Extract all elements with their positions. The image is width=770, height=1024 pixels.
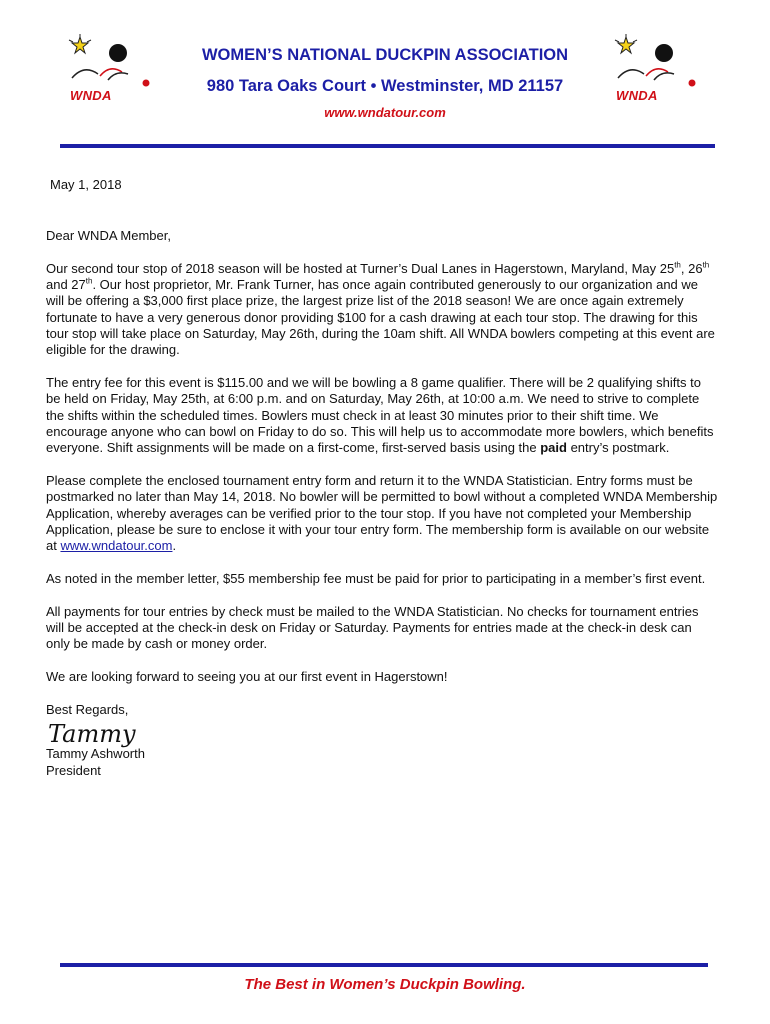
header-divider: [60, 144, 715, 148]
superscript: th: [674, 260, 681, 270]
paragraph-membership-fee: As noted in the member letter, $55 membership fee must be paid for prior to participating in a member’s first event.: [46, 571, 706, 587]
paragraph-text: and 27: [46, 277, 86, 293]
footer-divider: [60, 963, 708, 967]
paragraph-text: Our second tour stop of 2018 season will be hosted at Turner’s Dual Lanes in Hagerstown, Maryland, May 25: [46, 260, 675, 276]
paragraph-closing-note: We are looking forward to seeing you at our first event in Hagerstown!: [46, 669, 448, 685]
logo-text: WNDA: [70, 88, 112, 103]
org-address: 980 Tara Oaks Court • Westminster, MD 21157: [206, 77, 564, 95]
salutation: Dear WNDA Member,: [46, 228, 171, 243]
closing: Best Regards,: [46, 702, 129, 718]
footer-tagline: The Best in Women’s Duckpin Bowling.: [244, 976, 526, 993]
website-link[interactable]: www.wndatour.com: [60, 538, 173, 554]
org-name: WOMEN’S NATIONAL DUCKPIN ASSOCIATION: [201, 46, 569, 64]
letter-body: [46, 228, 718, 779]
paragraph-entry-fee: [46, 375, 718, 456]
paragraph-text: . Our host proprietor, Mr. Frank Turner, has once again contributed generously to our organization and we will be offering a $3,000 first place prize, the largest prize list of the 2018 season! We are once again extremely fortunate to have a very generous donor providing $100 for a cash drawing at each tour stop. The drawing for this tour stop will take place on Saturday, May 26th, during the 10am shift. All WNDA bowlers competing at this event are eligible for the drawing.: [46, 277, 715, 358]
paragraph-text: entry’s postmark.: [566, 440, 670, 456]
signer-title: President: [46, 762, 101, 778]
paragraph-text: Please complete the enclosed tournament entry form and return it to the WNDA Statistician. Entry forms must be postmarked no later than May 14, 2018. No bowler will be permitted to bowl without a completed WNDA Membership Application, whereby averages can be verified prior to the tour stop. If you have not completed your Membership Application, please be sure to enclose it with your tour entry form. The membership form is available on our website at: [46, 473, 718, 554]
bold-text: paid: [540, 440, 567, 456]
header-website-link[interactable]: www.wndatour.com: [324, 105, 446, 120]
paragraph-payments: All payments for tour entries by check must be mailed to the WNDA Statistician. No checks for tournament entries will be accepted at the check-in desk on Friday or Saturday. Payments for entries made at the check-in desk can only be made by cash or money order.: [46, 603, 699, 652]
paragraph-text: , 26: [680, 260, 703, 276]
logo-text: WNDA: [616, 88, 658, 103]
letter-date: May 1, 2018: [50, 177, 122, 192]
paragraph-entry-form: [46, 473, 718, 554]
paragraph-text: The entry fee for this event is $115.00 and we will be bowling a 8 game qualifier. There will be 2 qualifying shifts to be held on Friday, May 25th, at 6:00 p.m. and on Saturday, May 26th, at 10:00 a.m. We need to strive to complete the shifts within the scheduled times. Bowlers must check in at least 30 minutes prior to their shift time. We encourage anyone who can bowl on Friday to do so. This will help us to accommodate more bowlers, which benefits everyone. Shift assignments will be made on a first-come, first-served basis using the: [46, 375, 714, 456]
paragraph-text: .: [172, 538, 177, 554]
paragraph-venue: [46, 261, 718, 359]
superscript: th: [702, 260, 710, 270]
signature: Tammy: [48, 720, 136, 749]
signer-name: Tammy Ashworth: [46, 746, 145, 762]
superscript: th: [85, 276, 93, 286]
